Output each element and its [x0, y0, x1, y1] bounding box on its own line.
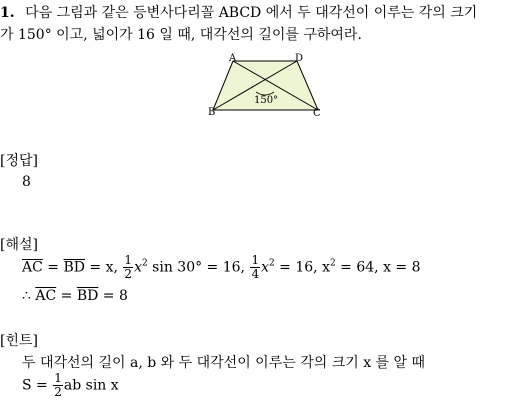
explanation-line-2: ∴ $\overline{AC} = \overline{BD} = 8$ — [22, 288, 128, 304]
answer-heading: [정답] — [0, 153, 38, 169]
fraction-quarter: $\frac{1}{4}$ — [251, 253, 260, 281]
question-line-2 — [0, 24, 362, 44]
question-text-2: 가 150° 이고, 넓이가 16 일 때, 대각선의 길이를 구하여라. — [0, 27, 362, 43]
explanation-line-1: $\overline{AC} = \overline{BD} = x$, $\frac{1}{2}$ $x^2$ sin 30° = 16, $\frac{1}{4}$ $x^2 = 16$, $x^2 = 64$, x = 8 — [22, 253, 421, 281]
segment-ac: $\overline{AC}$ — [22, 259, 43, 276]
question-number: 1. — [0, 5, 15, 21]
question-line-1 — [0, 2, 477, 22]
vertex-label-b: B — [208, 107, 216, 118]
hint-formula: S = $\frac{1}{2}$ ab sin x — [22, 371, 119, 399]
answer-value: 8 — [22, 174, 31, 190]
fraction-half-hint: $\frac{1}{2}$ — [54, 371, 62, 399]
angle-label: 150° — [254, 95, 279, 106]
question-text-1: 다음 그림과 같은 등변사다리꼴 ABCD 에서 두 대각선이 이루는 각의 크기 — [25, 5, 478, 21]
hint-line-1: 두 대각선의 길이 a, b 와 두 대각선이 이루는 각의 크기 x 를 알 때 — [22, 355, 426, 371]
segment-bd: $\overline{BD}$ — [63, 259, 85, 276]
vertex-label-a: A — [229, 53, 237, 64]
hint-heading: [힌트] — [0, 333, 38, 349]
vertex-label-d: D — [295, 53, 304, 64]
vertex-label-c: C — [313, 108, 321, 119]
trapezoid-figure — [208, 52, 328, 124]
explanation-heading: [해설] — [0, 237, 38, 253]
fraction-half: $\frac{1}{2}$ — [124, 253, 133, 281]
